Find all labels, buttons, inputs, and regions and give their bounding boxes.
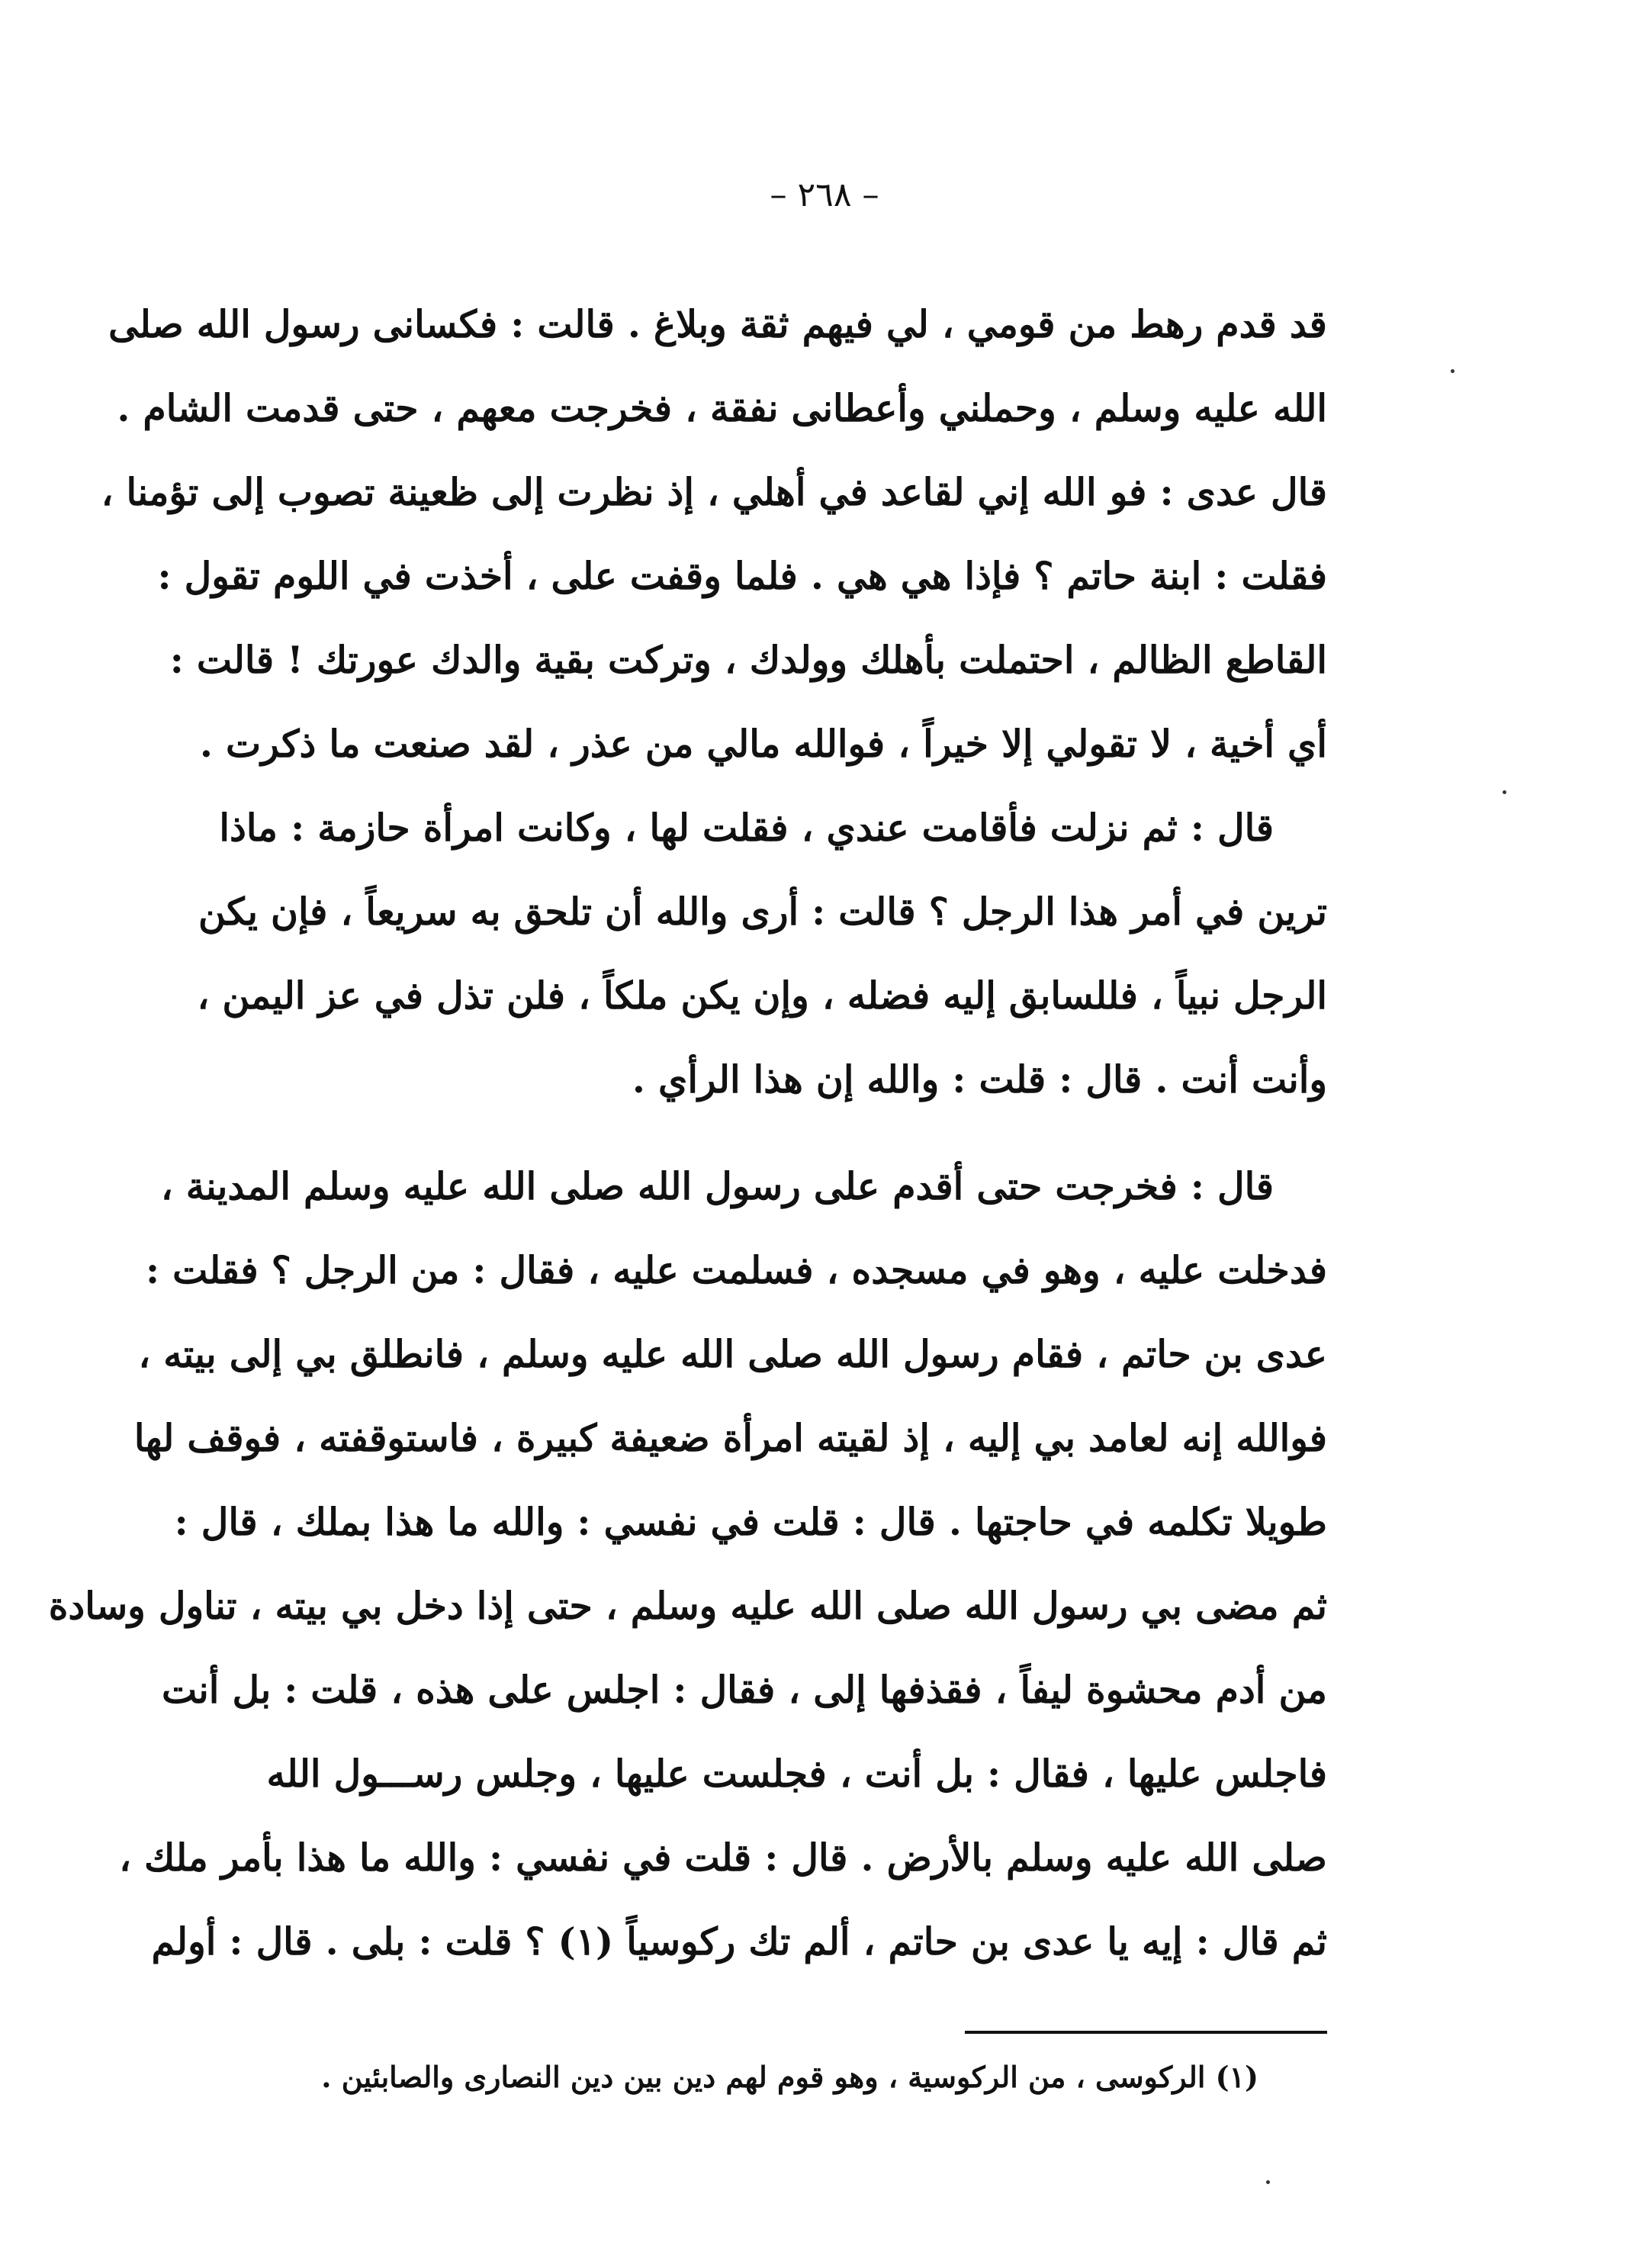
paragraph-3 [48,1144,1327,1983]
text-line: فاجلس عليها ، فقال : بل أنت ، فجلست عليها ، وجلس رســـول الله [266,1752,1327,1796]
text-line: قد قدم رهط من قومي ، لي فيهم ثقة وبلاغ . قالت : فكسانى رسول الله صلى [108,302,1327,346]
text-line: الله عليه وسلم ، وحملني وأعطانى نفقة ، فخرجت معهم ، حتى قدمت الشام . [117,386,1327,430]
text-line: ترين في أمر هذا الرجل ؟ قالت : أرى والله أن تلحق به سريعاً ، فإن يكن [198,890,1327,934]
text-line: من أدم محشوة ليفاً ، فقذفها إلى ، فقال : اجلس على هذه ، قلت : بل أنت [162,1668,1327,1712]
footnote: (١) الركوسى ، من الركوسية ، وهو قوم لهم دين بين دين النصارى والصابئين . [321,2060,1258,2094]
text-line: الرجل نبياً ، فللسابق إليه فضله ، وإن يكن ملكاً ، فلن تذل في عز اليمن ، [197,973,1327,1018]
text-line: قال عدى : فو الله إني لقاعد في أهلي ، إذ نظرت إلى ظعينة تصوب إلى تؤمنا ، [101,470,1327,514]
scan-speck [1266,2180,1270,2184]
text-line: أي أخية ، لا تقولي إلا خيراً ، فوالله مالي من عذر ، لقد صنعت ما ذكرت . [199,722,1327,766]
paragraph-2 [197,786,1327,1121]
paragraph-1 [101,282,1327,786]
text-line: طويلا تكلمه في حاجتها . قال : قلت في نفسي : والله ما هذا بملك ، قال : [174,1500,1327,1544]
text-line: القاطع الظالم ، احتملت بأهلك وولدك ، وتركت بقية والدك عورتك ! قالت : [169,638,1327,682]
scan-speck [1451,369,1455,373]
text-line: ثم مضى بي رسول الله صلى الله عليه وسلم ، حتى إذا دخل بي بيته ، تناول وسادة [48,1584,1327,1628]
text-line: فوالله إنه لعامد بي إليه ، إذ لقيته امرأة ضعيفة كبيرة ، فاستوقفته ، فوقف لها [133,1416,1327,1460]
text-line: صلى الله عليه وسلم بالأرض . قال : قلت في نفسي : والله ما هذا بأمر ملك ، [119,1835,1327,1880]
scan-speck [1503,790,1506,794]
text-line: قال : فخرجت حتى أقدم على رسول الله صلى الله عليه وسلم المدينة ، [160,1164,1274,1208]
text-line: عدى بن حاتم ، فقام رسول الله صلى الله عليه وسلم ، فانطلق بي إلى بيته ، [138,1332,1327,1376]
text-line: فقلت : ابنة حاتم ؟ فإذا هي هي . فلما وقفت على ، أخذت في اللوم تقول : [157,554,1327,598]
text-line: وأنت أنت . قال : قلت : والله إن هذا الرأي . [632,1057,1327,1102]
footnote-divider [965,2031,1327,2034]
text-line: ثم قال : إيه يا عدى بن حاتم ، ألم تك ركوسياً (١) ؟ قلت : بلى . قال : أولم [151,1919,1327,1964]
page-number: – ٢٦٨ – [770,175,879,214]
text-line: فدخلت عليه ، وهو في مسجده ، فسلمت عليه ، فقال : من الرجل ؟ فقلت : [145,1248,1327,1292]
text-line: قال : ثم نزلت فأقامت عندي ، فقلت لها ، وكانت امرأة حازمة : ماذا [219,806,1274,850]
